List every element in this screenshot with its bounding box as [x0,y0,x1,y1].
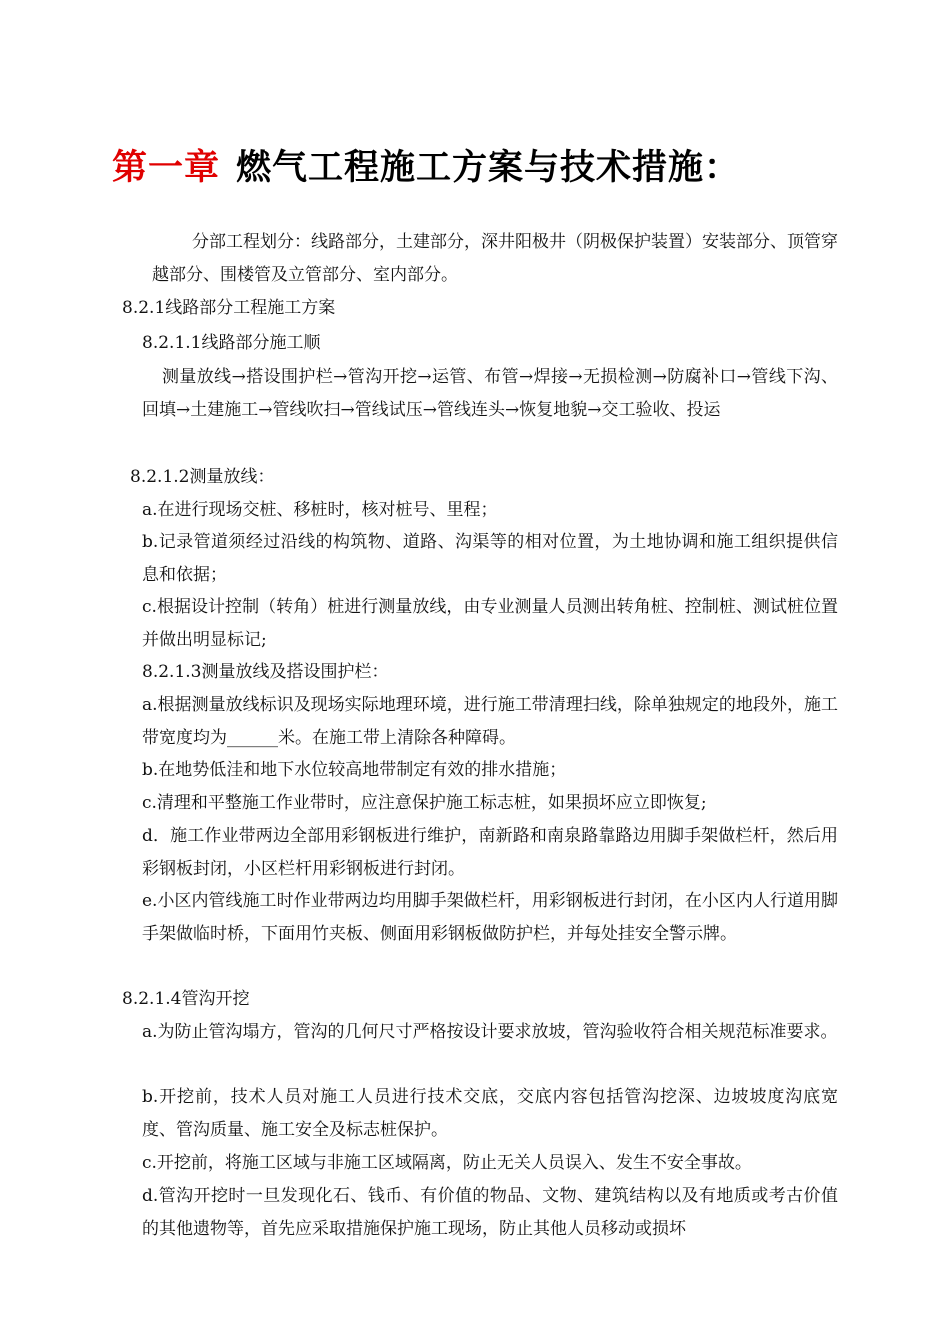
item-c-isolation: c.开挖前，将施工区域与非施工区域隔离，防止无关人员误入、发生不安全事故。 [142,1153,752,1173]
construction-sequence: 测量放线→搭设围护栏→管沟开挖→运管、布管→焊接→无损检测→防腐补口→管线下沟、回填→土建施工→管线吹扫→管线试压→管线连头→恢复地貌→交工验收、投运 [142,367,838,420]
section-heading-8-2-1-3: 8.2.1.3测量放线及搭设围护栏： [142,662,389,682]
item-a-clearing: a.根据测量放线标识及现场实际地理环境，进行施工带清理扫线，除单独规定的地段外，施工带宽度均为______米。在施工带上清除各种障碍。 [142,695,838,748]
item-b-briefing: b.开挖前，技术人员对施工人员进行技术交底，交底内容包括管沟挖深、边坡坡度沟底宽度、管沟质量、施工安全及标志桩保护。 [142,1087,838,1140]
item-c-levelling: c.清理和平整施工作业带时，应注意保护施工标志桩，如果损坏应立即恢复; [142,793,707,813]
section-heading-8-2-1: 8.2.1线路部分工程施工方案 [122,298,336,318]
chapter-heading: 燃气工程施工方案与技术措施： [236,148,741,188]
section-heading-8-2-1-4: 8.2.1.4管沟开挖 [122,989,250,1009]
section-heading-8-2-1-2: 8.2.1.2测量放线： [130,467,275,487]
item-a-trench-collapse: a.为防止管沟塌方，管沟的几何尺寸严格按设计要求放坡，管沟验收符合相关规范标准要求。 [142,1022,838,1042]
item-c-survey: c.根据设计控制（转角）桩进行测量放线，由专业测量人员测出转角桩、控制桩、测试桩位置并做出明显标记; [142,597,838,650]
item-e-community: e.小区内管线施工时作业带两边均用脚手架做栏杆，用彩钢板进行封闭，在小区内人行道用脚手架做临时桥，下面用竹夹板、侧面用彩钢板做防护栏，并每处挂安全警示牌。 [142,891,838,944]
section-heading-8-2-1-1: 8.2.1.1线路部分施工顺 [142,333,321,353]
item-b-drainage: b.在地势低洼和地下水位较高地带制定有效的排水措施； [142,760,567,780]
chapter-number: 第一章 [112,148,221,188]
item-b-record: b.记录管道须经过沿线的构筑物、道路、沟渠等的相对位置，为土地协调和施工组织提供信息和依据； [142,532,838,585]
item-d-fencing: d．施工作业带两边全部用彩钢板进行维护，南新路和南泉路靠路边用脚手架做栏杆，然后用彩钢板封闭，小区栏杆用彩钢板进行封闭。 [142,826,838,879]
intro-paragraph: 分部工程划分：线路部分，土建部分，深井阳极井（阴极保护装置）安装部分、顶管穿越部分、围楼管及立管部分、室内部分。 [152,232,838,285]
item-d-relics: d.管沟开挖时一旦发现化石、钱币、有价值的物品、文物、建筑结构以及有地质或考古价值的其他遗物等，首先应采取措施保护施工现场，防止其他人员移动或损坏 [142,1186,838,1239]
chapter-title [112,140,740,190]
item-a-stake: a.在进行现场交桩、移桩时，核对桩号、里程； [142,500,498,520]
